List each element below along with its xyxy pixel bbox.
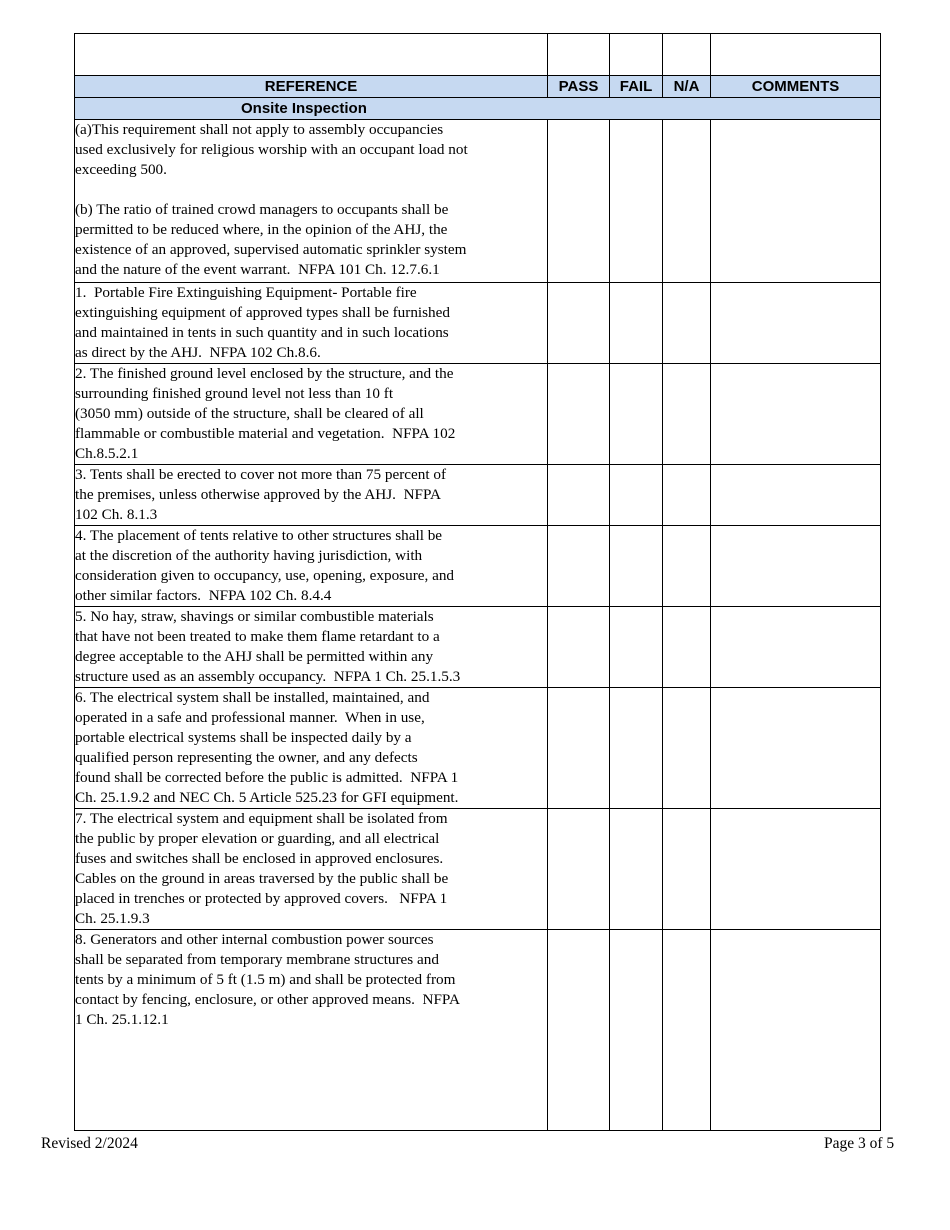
table-row: [75, 930, 881, 1131]
comments-cell[interactable]: [711, 930, 881, 1131]
pass-cell[interactable]: [548, 930, 610, 1131]
fail-cell[interactable]: [610, 809, 663, 930]
table-row: [75, 607, 881, 688]
na-cell[interactable]: [663, 526, 711, 607]
column-header-row: [75, 76, 881, 98]
table-row: [75, 688, 881, 809]
pass-cell[interactable]: [548, 607, 610, 688]
comments-header: COMMENTS: [711, 76, 881, 98]
blank-cell: [548, 34, 610, 76]
reference-cell: (a)This requirement shall not apply to assembly occupancies used exclusively for religious worship with an occupant load not exceeding 500. (b) The ratio of trained crowd managers to occupants shall be permitted to be reduced where, in the opinion of the AHJ, the existence of an approved, supervised automatic sprinkler system and the nature of the event warrant. NFPA 101 Ch. 12.7.6.1: [75, 120, 548, 283]
pass-cell[interactable]: [548, 526, 610, 607]
comments-cell[interactable]: [711, 688, 881, 809]
table-row: [75, 526, 881, 607]
reference-cell: 3. Tents shall be erected to cover not more than 75 percent of the premises, unless otherwise approved by the AHJ. NFPA 102 Ch. 8.1.3: [75, 465, 548, 526]
fail-cell[interactable]: [610, 930, 663, 1131]
inspection-checklist-table: [74, 33, 881, 1131]
na-cell[interactable]: [663, 364, 711, 465]
comments-cell[interactable]: [711, 465, 881, 526]
na-cell[interactable]: [663, 607, 711, 688]
reference-cell: 8. Generators and other internal combustion power sources shall be separated from temporary membrane structures and tents by a minimum of 5 ft (1.5 m) and shall be protected from contact by fencing, enclosure, or other approved means. NFPA 1 Ch. 25.1.12.1: [75, 930, 548, 1131]
na-cell[interactable]: [663, 930, 711, 1131]
reference-cell: 7. The electrical system and equipment shall be isolated from the public by proper elevation or guarding, and all electrical fuses and switches shall be enclosed in approved enclosures. Cables on the ground in areas traversed by the public shall be placed in trenches or protected by approved covers. NFPA 1 Ch. 25.1.9.3: [75, 809, 548, 930]
blank-cell: [711, 34, 881, 76]
fail-cell[interactable]: [610, 688, 663, 809]
comments-cell[interactable]: [711, 120, 881, 283]
comments-cell[interactable]: [711, 364, 881, 465]
na-cell[interactable]: [663, 688, 711, 809]
fail-cell[interactable]: [610, 120, 663, 283]
pass-cell[interactable]: [548, 688, 610, 809]
reference-cell: 6. The electrical system shall be installed, maintained, and operated in a safe and professional manner. When in use, portable electrical systems shall be inspected daily by a qualified person representing the owner, and any defects found shall be corrected before the public is admitted. NFPA 1 Ch. 25.1.9.2 and NEC Ch. 5 Article 525.23 for GFI equipment.: [75, 688, 548, 809]
comments-cell[interactable]: [711, 809, 881, 930]
pass-cell[interactable]: [548, 283, 610, 364]
na-cell[interactable]: [663, 465, 711, 526]
revision-date: Revised 2/2024: [41, 1135, 138, 1152]
comments-cell[interactable]: [711, 526, 881, 607]
blank-cell: [75, 34, 548, 76]
table-row: [75, 809, 881, 930]
reference-cell: 2. The finished ground level enclosed by the structure, and the surrounding finished ground level not less than 10 ft (3050 mm) outside of the structure, shall be cleared of all flammable or combustible material and vegetation. NFPA 102 Ch.8.5.2.1: [75, 364, 548, 465]
fail-cell[interactable]: [610, 526, 663, 607]
table-row: [75, 283, 881, 364]
pass-cell[interactable]: [548, 465, 610, 526]
pass-header: PASS: [548, 76, 610, 98]
blank-cell: [610, 34, 663, 76]
reference-header: REFERENCE: [75, 76, 548, 98]
section-title: Onsite Inspection: [241, 100, 367, 117]
fail-cell[interactable]: [610, 364, 663, 465]
na-header: N/A: [663, 76, 711, 98]
table-row: [75, 120, 881, 283]
blank-cell: [663, 34, 711, 76]
section-row: [75, 98, 881, 120]
fail-cell[interactable]: [610, 607, 663, 688]
table-row: [75, 465, 881, 526]
comments-cell[interactable]: [711, 283, 881, 364]
pass-cell[interactable]: [548, 809, 610, 930]
page-number: Page 3 of 5: [824, 1135, 895, 1152]
pass-cell[interactable]: [548, 364, 610, 465]
reference-cell: 5. No hay, straw, shavings or similar combustible materials that have not been treated to make them flame retardant to a degree acceptable to the AHJ shall be permitted within any structure used as an assembly occupancy. NFPA 1 Ch. 25.1.5.3: [75, 607, 548, 688]
pass-cell[interactable]: [548, 120, 610, 283]
na-cell[interactable]: [663, 809, 711, 930]
fail-header: FAIL: [610, 76, 663, 98]
section-title-cell: [75, 98, 881, 120]
blank-top-row: [75, 34, 881, 76]
na-cell[interactable]: [663, 283, 711, 364]
fail-cell[interactable]: [610, 283, 663, 364]
reference-cell: 4. The placement of tents relative to other structures shall be at the discretion of the authority having jurisdiction, with consideration given to occupancy, use, opening, exposure, and other similar factors. NFPA 102 Ch. 8.4.4: [75, 526, 548, 607]
table-row: [75, 364, 881, 465]
fail-cell[interactable]: [610, 465, 663, 526]
reference-cell: 1. Portable Fire Extinguishing Equipment- Portable fire extinguishing equipment of approved types shall be furnished and maintained in tents in such quantity and in such locations as direct by the AHJ. NFPA 102 Ch.8.6.: [75, 283, 548, 364]
comments-cell[interactable]: [711, 607, 881, 688]
na-cell[interactable]: [663, 120, 711, 283]
